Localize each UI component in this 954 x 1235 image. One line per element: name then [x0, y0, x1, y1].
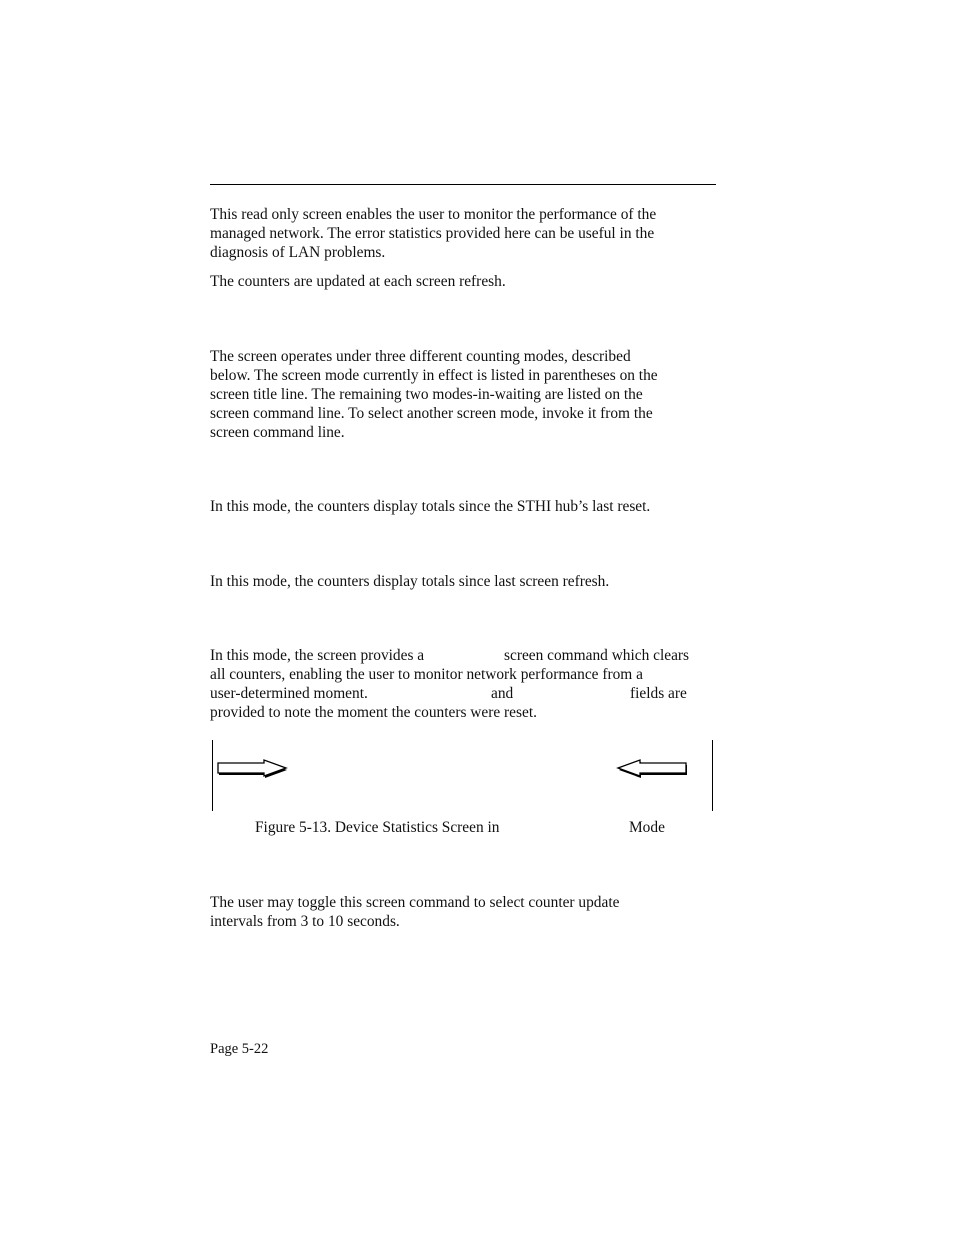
mode-clear-line3-mid: and	[491, 685, 514, 702]
mode-since-reset-text: In this mode, the counters display totals since the STHI hub’s last reset.	[210, 498, 651, 515]
mode-clear-line3-end: fields are	[630, 685, 687, 702]
toggle-line: intervals from 3 to 10 seconds.	[210, 913, 400, 930]
toggle-line: The user may toggle this screen command to select counter update	[210, 894, 620, 911]
figure-caption-end: Mode	[629, 819, 665, 836]
figure-left-border	[212, 740, 213, 811]
header-rule	[210, 184, 716, 185]
figure-caption-start: Figure 5-13. Device Statistics Screen in	[255, 819, 500, 836]
mode-clear-line2: all counters, enabling the user to monitor network performance from a	[210, 666, 643, 683]
mode-clear-line1-start: In this mode, the screen provides a	[210, 647, 425, 664]
modes-intro-line: below. The screen mode currently in effect is listed in parentheses on the	[210, 367, 658, 384]
figure-right-border	[712, 740, 713, 811]
intro-line: diagnosis of LAN problems.	[210, 244, 386, 261]
intro-line: managed network. The error statistics provided here can be useful in the	[210, 225, 655, 242]
toggle-paragraph	[210, 893, 720, 931]
right-arrow-icon	[216, 759, 290, 779]
modes-intro-line: screen command line. To select another screen mode, invoke it from the	[210, 405, 653, 422]
intro-line: This read only screen enables the user to monitor the performance of the	[210, 206, 657, 223]
modes-intro-paragraph	[210, 347, 720, 442]
modes-intro-line: screen command line.	[210, 424, 345, 441]
modes-intro-line: screen title line. The remaining two modes-in-waiting are listed on the	[210, 386, 643, 403]
mode-clear-line1-end: screen command which clears	[504, 647, 690, 664]
mode-clear-line4: provided to note the moment the counters were reset.	[210, 704, 537, 721]
mode-clear-line3-start: user-determined moment.	[210, 685, 368, 702]
mode-since-refresh-text: In this mode, the counters display totals since last screen refresh.	[210, 573, 610, 590]
intro-paragraph	[210, 205, 720, 262]
modes-intro-line: The screen operates under three different counting modes, described	[210, 348, 631, 365]
left-arrow-icon	[616, 759, 690, 779]
refresh-note: The counters are updated at each screen refresh.	[210, 273, 506, 290]
page-number: Page 5-22	[210, 1041, 269, 1057]
